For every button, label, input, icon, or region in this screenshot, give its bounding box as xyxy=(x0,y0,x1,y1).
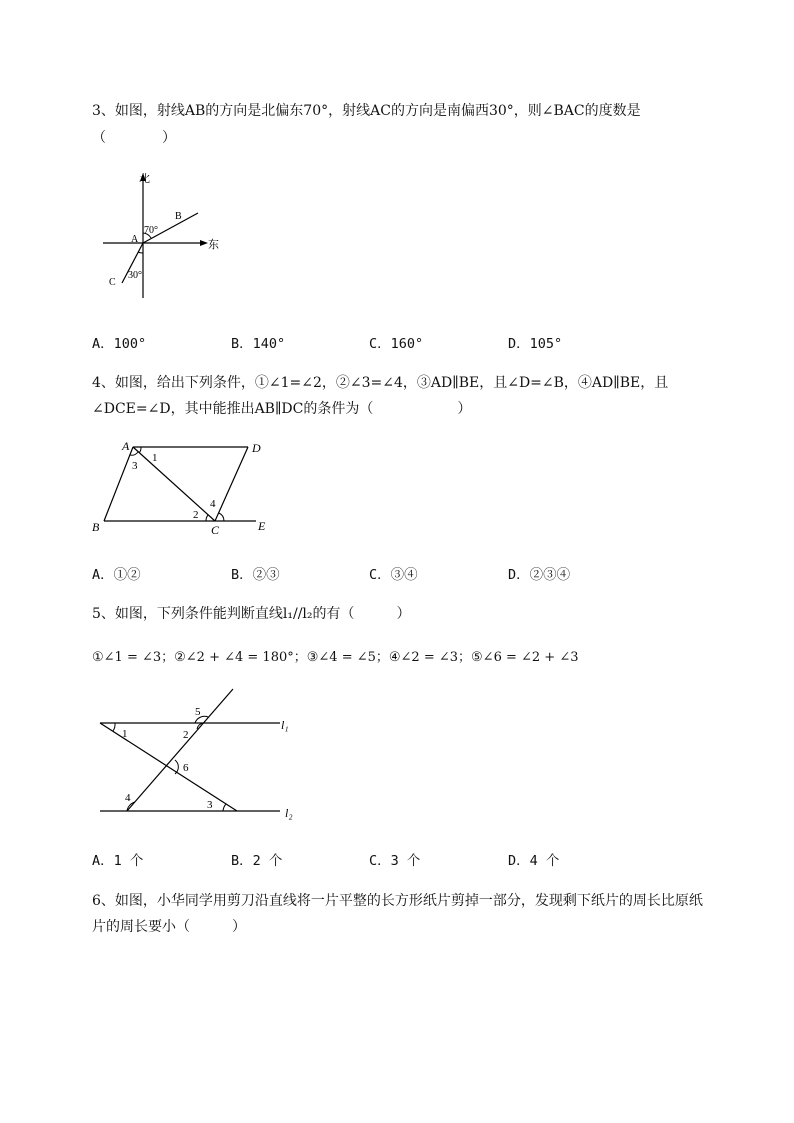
segment-ac xyxy=(133,447,215,521)
label-3: 3 xyxy=(207,799,213,811)
q4-choice-b[interactable]: B．②③ xyxy=(231,567,280,583)
label-2: 2 xyxy=(193,509,199,521)
segment-dc xyxy=(215,447,248,521)
q4-stem-line2: ∠DCE=∠D，其中能推出AB∥DC的条件为（ ） xyxy=(92,401,472,417)
q5-choice-b[interactable]: B．2 个 xyxy=(231,853,283,869)
q3-figure xyxy=(95,170,235,305)
q4-choice-a[interactable]: A．①② xyxy=(92,567,141,583)
angle-2-arc xyxy=(206,515,208,521)
q3-stem-line2: （ ） xyxy=(92,130,176,146)
q5-conditions: ①∠1 = ∠3；②∠2 + ∠4 = 180°；③∠4 = ∠5；④∠2 = ∠3；⑤∠6 = ∠2 + ∠3 xyxy=(92,650,579,665)
label-b: B xyxy=(92,520,100,534)
label-2: 2 xyxy=(183,729,189,741)
segment-ab xyxy=(104,447,133,521)
q4-choice-d[interactable]: D．②③④ xyxy=(508,567,571,583)
label-70: 70° xyxy=(144,225,158,236)
angle-30-arc xyxy=(138,252,143,253)
q6-stem-line2: 片的周长要小（ ） xyxy=(92,919,246,935)
q3-choice-c[interactable]: C．160° xyxy=(369,336,424,352)
transversal-falling xyxy=(100,723,237,811)
angle-4-arc xyxy=(219,513,224,521)
q5-figure xyxy=(95,685,305,820)
label-1: 1 xyxy=(152,452,158,464)
q4-choice-c[interactable]: C．③④ xyxy=(369,567,418,583)
label-e: E xyxy=(258,519,266,533)
label-c: C xyxy=(211,523,220,537)
label-4: 4 xyxy=(125,792,131,804)
label-b: B xyxy=(175,211,182,222)
q5-stem: 5、如图，下列条件能判断直线l₁//l₂的有（ ） xyxy=(92,606,411,622)
label-4: 4 xyxy=(210,498,216,510)
label-l1: l₁ xyxy=(281,718,289,732)
label-north: 北 xyxy=(139,173,150,185)
east-arrowhead xyxy=(200,240,208,246)
label-east: 东 xyxy=(208,239,219,251)
label-a: A xyxy=(122,439,130,453)
label-3: 3 xyxy=(132,460,138,472)
q5-choice-c[interactable]: C．3 个 xyxy=(369,853,421,869)
q3-stem-line1: 3、如图，射线AB的方向是北偏东70°，射线AC的方向是南偏西30°，则∠BAC的度数是 xyxy=(92,103,641,119)
label-a: A xyxy=(131,234,139,245)
q3-choice-d[interactable]: D．105° xyxy=(508,336,563,352)
q5-choice-a[interactable]: A．1 个 xyxy=(92,853,144,869)
label-c: C xyxy=(109,277,116,288)
label-30: 30° xyxy=(128,270,142,281)
label-6: 6 xyxy=(183,762,189,774)
label-d: D xyxy=(252,441,261,455)
angle-1-arc xyxy=(113,723,115,731)
q3-choice-a[interactable]: A．100° xyxy=(92,336,147,352)
label-l2: l₂ xyxy=(285,806,293,820)
label-5: 5 xyxy=(195,706,201,718)
q3-choice-b[interactable]: B．140° xyxy=(231,336,286,352)
q4-stem-line1: 4、如图，给出下列条件，①∠1=∠2，②∠3=∠4，③AD∥BE，且∠D=∠B，④AD∥BE，且 xyxy=(92,375,669,391)
q5-choice-d[interactable]: D．4 个 xyxy=(508,853,560,869)
angle-1-arc xyxy=(139,447,141,453)
q6-stem-line1: 6、如图，小华同学用剪刀沿直线将一片平整的长方形纸片剪掉一部分，发现剩下纸片的周长比原纸 xyxy=(92,893,703,909)
q4-figure xyxy=(88,435,278,535)
angle-3-arc xyxy=(223,804,226,811)
label-1: 1 xyxy=(122,728,128,740)
